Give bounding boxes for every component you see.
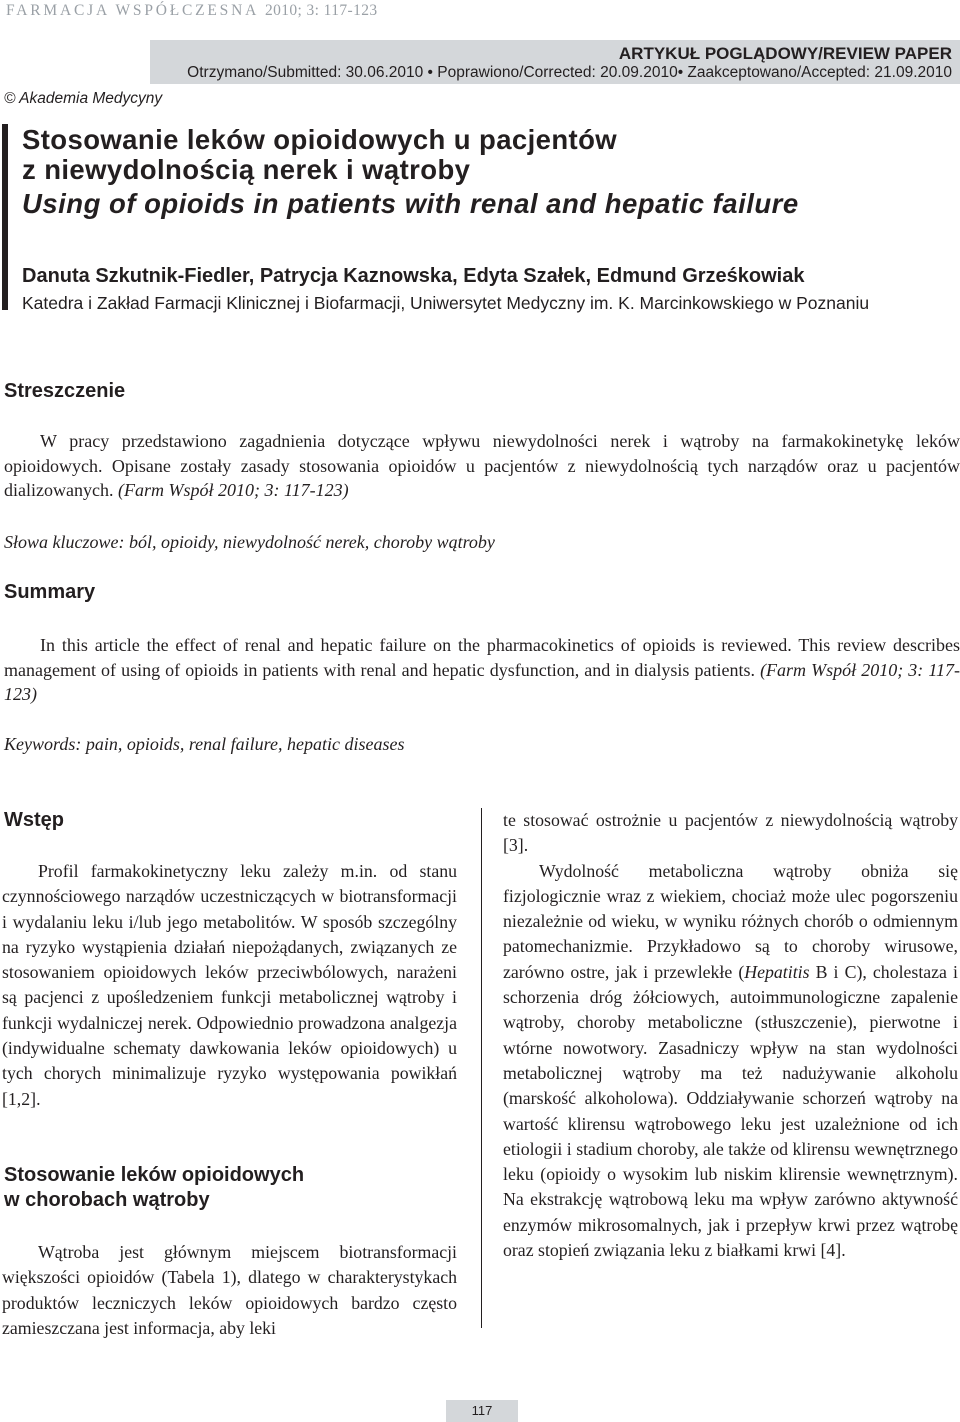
wstep-heading: Wstęp — [4, 809, 64, 831]
right-paragraph-2a: Wydolność metaboliczna wątroby obniża się fizjologicznie wraz z wiekiem, chociaż może ulec pogorszeniu niezależnie od wieku, w wyniku różnych chorób o odmiennym patomechanizmie. Przykładowo są to choroby wirusowe, zarówno ostre, jak i przewlekłe ( — [503, 860, 958, 982]
right-column — [503, 808, 958, 1263]
page-number: 117 — [471, 1403, 493, 1418]
streszczenie-citation: (Farm Współ 2010; 3: 117-123) — [117, 480, 349, 500]
title-polish — [22, 125, 617, 185]
right-paragraph-2 — [503, 859, 958, 1264]
streszczenie-heading: Streszczenie — [4, 380, 126, 402]
column-divider — [481, 808, 482, 1328]
summary-text — [4, 633, 960, 707]
summary-citation: (Farm Współ 2010; 3: 117-123) — [4, 659, 960, 704]
right-paragraph-2b: B i C), cholestaza i schorzenia dróg żółciowych, autoimmunologiczne zapalenie wątroby, choroby metaboliczne (stłuszczenie), pierwotne i wtórne nowotwory. Zasadniczy wpływ na stan wydolności metabolicznej wątroby ma też nadużywanie alkoholu (marskość alkoholowa). Oddziaływanie schorzeń wątroby na wartość klirensu wątrobowego leku jest uzależnione od ich etiologii i stadium choroby, ale także od klirensu wewnętrznego leku (opioidy o wysokim lub niskim klirensie wewnętrznym). Na ekstrakcję wątrobową leku ma wpływ zarówno aktywność enzymów mikrosomalnych, jak i przepływ krwi przez wątrobę oraz stopień związania leku z białkami krwi [4]. — [503, 961, 958, 1261]
title-accent-bar — [2, 124, 8, 310]
section-heading-liver-line1: Stosowanie leków opioidowych — [4, 1164, 305, 1186]
affiliation: Katedra i Zakład Farmacji Klinicznej i Biofarmacji, Uniwersytet Medyczny im. K. Marcinkowskiego w Poznaniu — [22, 293, 870, 313]
summary-heading: Summary — [4, 581, 96, 603]
hepatitis-term: Hepatitis — [744, 961, 810, 982]
right-paragraph-1: te stosować ostrożnie u pacjentów z niewydolnością wątroby [3]. — [503, 810, 958, 856]
title-polish-line2: z niewydolnością nerek i wątroby — [22, 154, 471, 185]
article-type: ARTYKUŁ POGLĄDOWY/REVIEW PAPER — [618, 44, 952, 63]
title-english: Using of opioids in patients with renal and hepatic failure — [22, 188, 799, 219]
keywords-english: Keywords: pain, opioids, renal failure, hepatic diseases — [4, 734, 405, 754]
section-heading-liver-line2: w chorobach wątroby — [4, 1189, 210, 1211]
section-heading-liver — [4, 1163, 304, 1213]
streszczenie-text — [4, 429, 960, 503]
summary-body: In this article the effect of renal and hepatic failure on the pharmacokinetics of opioids is reviewed. This review describes management of using of opioids in patients with renal and hepatic dysfunction, and in dialysis patients. — [4, 635, 960, 680]
journal-citation: 2010; 3: 117-123 — [264, 2, 378, 19]
streszczenie-body: W pracy przedstawiono zagadnienia dotyczące wpływu niewydolności nerek i wątroby na farmakokinetykę leków opioidowych. Opisane zostały zasady stosowania opioidów u pacjentów z niewydolnością tych narządów oraz u pacjentów dializowanych. — [4, 431, 960, 500]
authors: Danuta Szkutnik-Fiedler, Patrycja Kaznowska, Edyta Szałek, Edmund Grześkowiak — [22, 265, 805, 287]
copyright: © Akademia Medycyny — [4, 90, 163, 107]
journal-header — [6, 2, 378, 20]
title-polish-line1: Stosowanie leków opioidowych u pacjentów — [22, 124, 618, 155]
submission-dates: Otrzymano/Submitted: 30.06.2010 • Poprawiono/Corrected: 20.09.2010• Zaakceptowano/Accepted: 21.09.2010 — [187, 64, 952, 81]
wstep-paragraph: Profil farmakokinetyczny leku zależy m.in. od stanu czynnościowego narządów uczestniczących w biotransformacji i wydalaniu leku i/lub jego metabolitów. W sposób szczególny na ryzyko wystąpienia działań niepożądanych, związanych ze stosowaniem opioidowych leków przeciwbólowych, narażeni są pacjenci z upośledzeniem funkcji metabolicznej wątroby i funkcji wydalniczej nerek. Odpowiednio prowadzona analgezja (indywidualne schematy dawkowania leków opioidowych) u tych chorych minimalizuje ryzyko występowania powikłań [1,2]. — [2, 861, 457, 1109]
liver-paragraph: Wątroba jest głównym miejscem biotransformacji większości opioidów (Tabela 1), dlatego w charakterystykach produktów leczniczych leków opioidowych bardzo często zamieszczana jest informacja, aby leki — [2, 1242, 457, 1338]
keywords-polish: Słowa kluczowe: ból, opioidy, niewydolność nerek, choroby wątroby — [4, 532, 495, 552]
journal-name: FARMACJA WSPÓŁCZESNA — [6, 2, 259, 19]
